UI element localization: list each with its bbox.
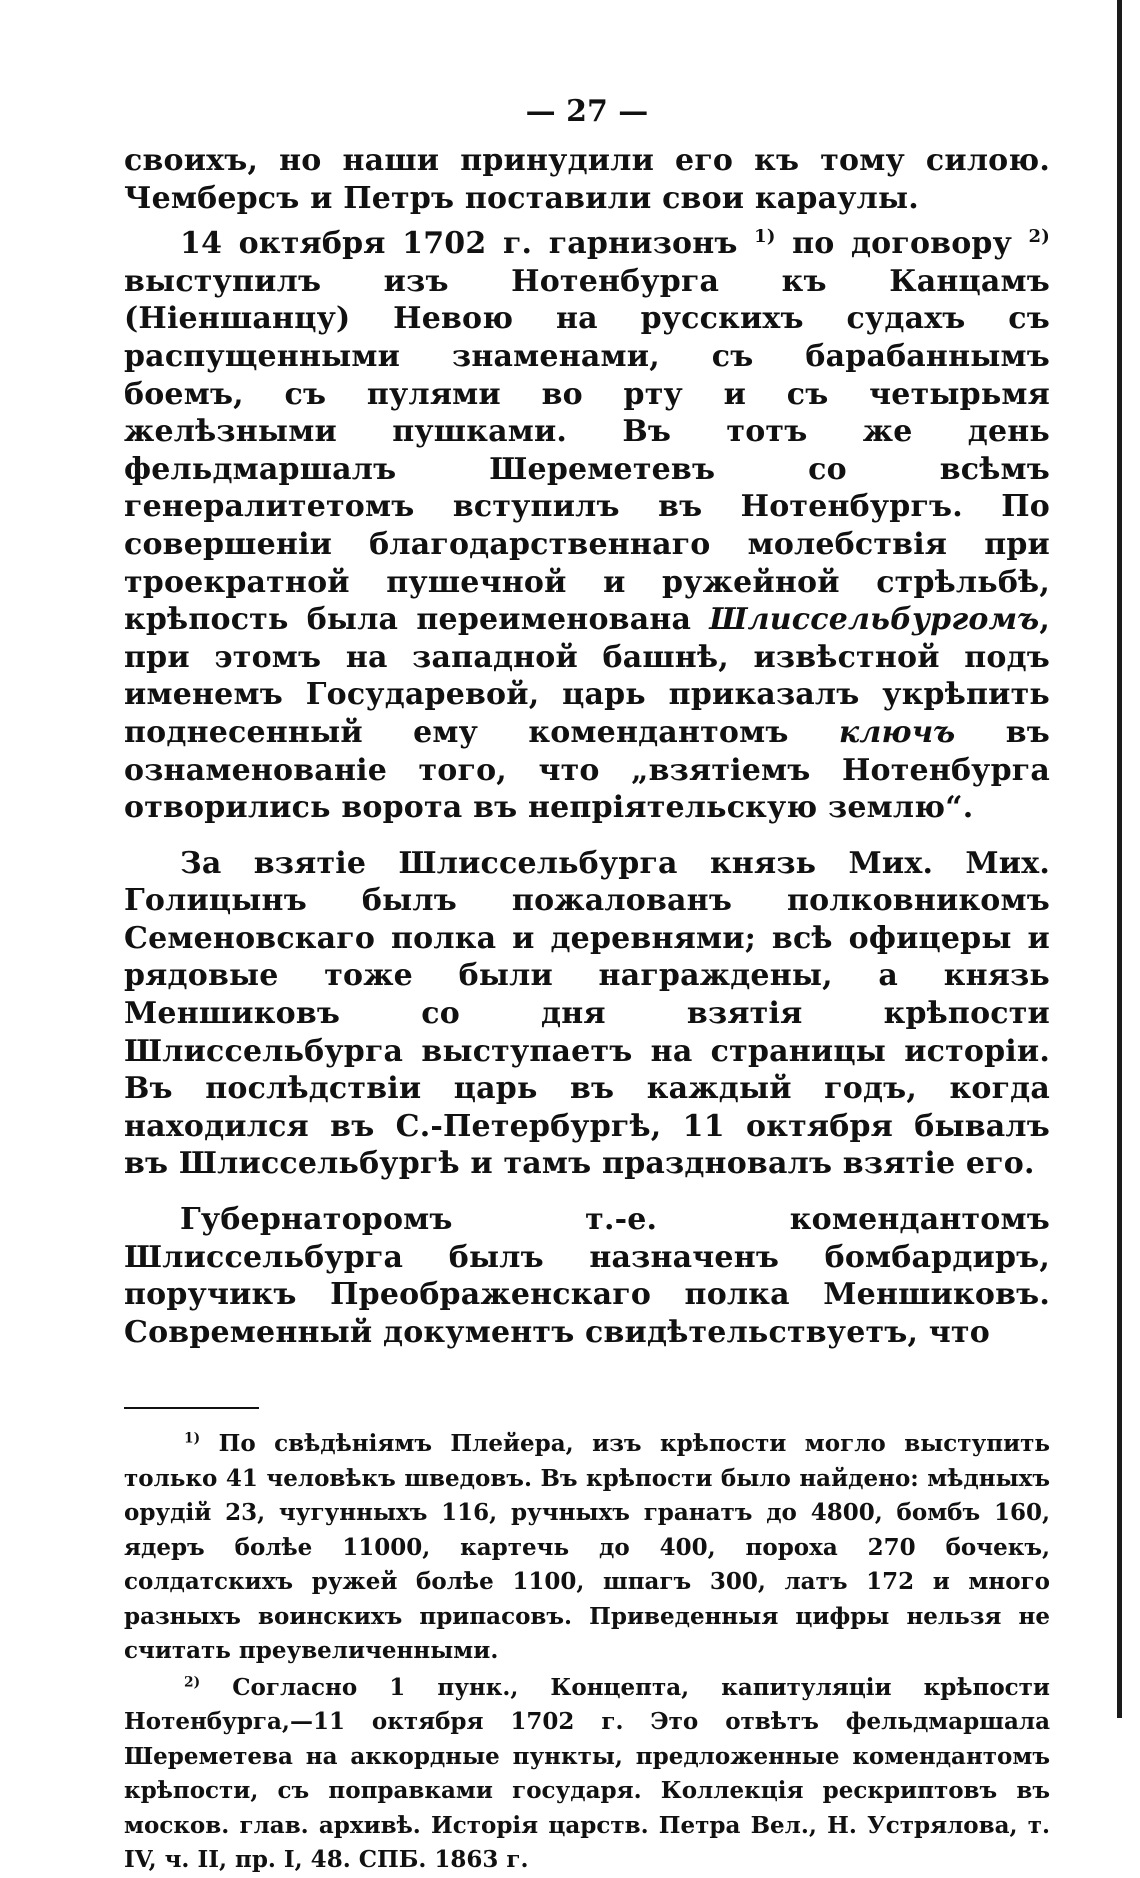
paragraph-2 xyxy=(124,225,1050,827)
footnote-1-text: По свѣдѣніямъ Плейера, изъ крѣпости могло выступить только 41 человѣкъ шведовъ. Въ крѣпости было найдено: мѣдныхъ орудій 23, чугунныхъ 116, ручныхъ гранатъ до 4800, бомбъ 160, ядеръ болѣе 11000, картечь до 400, пороха 270 бочекъ, солдатскихъ ружей болѣе 1100, шпагъ 300, латъ 172 и много разныхъ воинскихъ припасовъ. Приведенныя цифры нельзя не считать преувеличенными. xyxy=(124,1430,1050,1665)
paragraph-4: Губернаторомъ т.-е. комендантомъ Шлиссельбурга былъ назначенъ бомбардиръ, поручикъ Преображенскаго полка Меншиковъ. Современный документъ свидѣтельствуетъ, что xyxy=(124,1202,1050,1350)
paragraph-1: своихъ, но наши принудили его къ тому силою. Чемберсъ и Петръ поставили свои караулы. xyxy=(124,143,1050,216)
footnote-2 xyxy=(124,1671,1050,1878)
paragraph-2-part-5: въ ознаменованіе того, что „взятіемъ Нотенбурга отворились ворота въ непріятельскую землю“. xyxy=(124,714,1050,826)
paragraph-2-part-3: выступилъ изъ Нотенбурга къ Канцамъ (Ніеншанцу) Невою на русскихъ судахъ съ распущенными знаменами, съ барабаннымъ боемъ, съ пулями во рту и съ четырьмя желѣзными пушками. Въ тотъ же день фельдмаршалъ Шереметевъ со всѣмъ генералитетомъ вступилъ въ Нотенбургъ. По совершеніи благодарственнаго молебствія при троекратной пушечной и ружейной стрѣльбѣ, крѣпость была переименована xyxy=(124,263,1050,638)
page-number: — 27 — xyxy=(525,94,649,129)
italic-shlisselburg: Шлиссельбургомъ xyxy=(709,602,1040,638)
footnote-2-mark: 2) xyxy=(184,1674,201,1691)
footnote-ref-2: 2) xyxy=(1028,226,1050,248)
footnote-1-mark: 1) xyxy=(184,1430,201,1447)
paragraph-2-part-1: 14 октября 1702 г. гарнизонъ xyxy=(180,226,755,262)
footnote-2-text: Согласно 1 пунк., Концепта, капитуляціи крѣпости Нотенбурга,—11 октября 1702 г. Это отвѣтъ фельдмаршала Шереметева на аккордные пункты, предложенные комендантомъ крѣпости, съ поправками государя. Коллекція рескриптовъ въ москов. глав. архивѣ. Исторія царств. Петра Вел., Н. Устрялова, т. IV, ч. II, пр. I, 48. СПБ. 1863 г. xyxy=(124,1673,1050,1874)
italic-key: ключъ xyxy=(838,714,956,750)
footnote-1 xyxy=(124,1427,1050,1669)
footnote-ref-1: 1) xyxy=(754,226,776,248)
footnote-separator xyxy=(124,1407,259,1409)
page-edge-line xyxy=(1117,0,1122,1718)
paragraph-2-part-4: , при этомъ на западной башнѣ, извѣстной подъ именемъ Государевой, царь приказалъ укрѣпить поднесенный ему комендантомъ xyxy=(124,602,1050,750)
paragraph-3: За взятіе Шлиссельбурга князь Мих. Мих. Голицынъ былъ пожалованъ полковникомъ Семеновскаго полка и деревнями; всѣ офицеры и рядовые тоже были награждены, а князь Меншиковъ со дня взятія крѣпости Шлиссельбурга выступаетъ на страницы исторіи. Въ послѣдствіи царь въ каждый годъ, когда находился въ С.-Петербургѣ, 11 октября бывалъ въ Шлиссельбургѣ и тамъ праздновалъ взятіе его. xyxy=(124,845,1050,1182)
main-text xyxy=(124,142,1050,1351)
paragraph-2-part-2: по договору xyxy=(775,226,1029,262)
footnotes xyxy=(124,1427,1050,1878)
book-page xyxy=(124,92,1050,1878)
